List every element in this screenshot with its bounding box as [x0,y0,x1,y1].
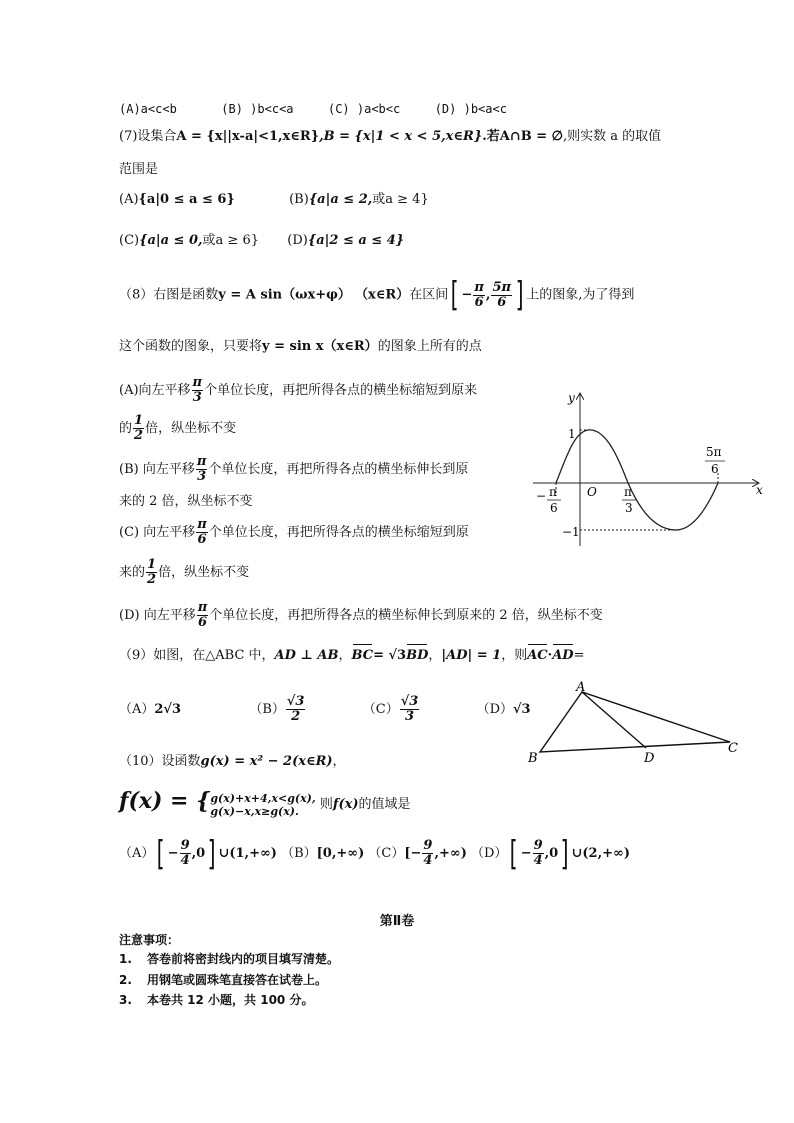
q8-domain: （x∈R） [355,287,410,303]
segment-ad [582,692,646,748]
q7-options-ab [119,190,429,210]
q10-option-d-label: （D） [471,846,508,861]
q6-option-b: (B) )b<c<a [221,102,294,116]
q7-option-d: {a|2 ≤ a ≤ 4} [307,233,405,248]
q9-vector-bc: BC [352,646,374,666]
vertex-b-label: B [528,751,538,766]
q7-option-a: {a|0 ≤ a ≤ 6} [138,192,235,207]
q6-options [119,99,507,119]
q10-cases [210,792,315,818]
q8-option-b: (B) 向左平移 $\frac{\pi}{3}$ 个单位长度，再把所得各点的横坐标伸长到原 [119,454,469,484]
x-tick-5pi6-num: 5π [706,445,722,459]
x-tick-pi3-den: 3 [625,501,633,515]
q9-vector-ac: AC [527,646,547,666]
q7-option-a-label: (A) [119,192,139,207]
x-tick-pi3-num: π [624,485,632,499]
q10-option-b: [0,+∞) [316,846,365,861]
q7-option-d-label: (D) [287,233,308,248]
q10-fx: f(x) [332,797,359,812]
q10-case-2: g(x)−x,x≥g(x). [210,804,299,818]
x-tick-neg-sign: − [536,489,547,503]
q10-option-a-label: （A） [119,846,155,861]
q7-options-cd [119,231,404,251]
x-tick-5pi6-den: 6 [711,462,719,476]
q9-ad-norm: |AD| = 1 [441,648,502,663]
y-axis-label: y [568,391,575,405]
q10-prefix: （10）设函数 [119,754,201,769]
q10-option-c-label: （C） [368,846,405,861]
q9-options [119,690,531,730]
q7-option-b-label: (B) [289,192,309,207]
q7-prefix: (7)设集合 [119,129,177,144]
q10-option-a-union: ∪(1,+∞) [218,846,277,861]
y-tick-one: 1 [568,427,576,441]
q8-sine: y = sin x [262,339,324,354]
vertex-a-label: A [576,680,586,695]
q8-stem: （8）右图是函数y = A sin（ωx+φ） （x∈R）在区间[ − $\frac{\pi}{6}$ , $\frac{5\pi}{6}$ ] 上的图象,为了得到 [119,275,635,315]
q8-interval-start: $\frac{\pi}{6}$ [474,279,484,310]
q9-option-a-label: （A） [119,702,155,717]
q10-option-d-union: ∪(2,+∞) [571,846,630,861]
q8-tail: 上的图象,为了得到 [526,287,635,303]
q7-line2: 范围是 [119,162,159,177]
q9-vector-bd: BD [406,646,428,666]
q8-option-a: (A)向左平移 $\frac{\pi}{3}$ 个单位长度，再把所得各点的横坐标缩短到原来 [119,375,478,405]
q9-vector-ad: AD [552,646,573,666]
q8-line2-tail: 的图象上所有的点 [377,339,482,354]
q8-mid: 在区间 [409,287,449,303]
q8-prefix: （8）右图是函数 [119,287,219,303]
q7-option-b-part2: 或a ≥ 4} [372,192,429,207]
vertex-c-label: C [728,741,738,756]
q7-option-b-part1: {a|a ≤ 2, [308,192,373,207]
note-item-2: 2. 用钢笔或圆珠笔直接答在试卷上。 [119,973,328,987]
point-d-label: D [644,751,655,766]
triangle-abc [540,692,730,752]
q8-line2-domain: （x∈R） [323,339,378,354]
triangle-figure [522,680,752,770]
x-tick-neg-pi-den: 6 [550,501,558,515]
q8-option-b-line2: 来的 2 倍，纵坐标不变 [119,494,253,509]
q6-option-a: (A)a<c<b [119,102,177,116]
q9-perpendicular: AD ⊥ AB [274,648,339,663]
q6-option-c: (C) )a<b<c [327,102,401,116]
y-tick-neg-one: −1 [562,525,580,539]
note-item-1: 1. 答卷前将密封线内的项目填写清楚。 [119,952,340,966]
q8-option-a-line2: 的 $\frac{1}{2}$ 倍，纵坐标不变 [119,413,237,443]
q9-option-d: √3 [513,702,531,717]
x-axis-label: x [756,483,763,497]
q9-option-a: 2√3 [154,702,182,717]
q9-stem: （9）如图，在△ABC 中，AD ⊥ AB，BC= √3BD，|AD| = 1，则AC·AD= [119,646,584,666]
x-tick-neg-pi-num: π [549,485,557,499]
q8-interval-end: $\frac{5\pi}{6}$ [492,279,512,310]
origin-label: O [587,485,597,499]
q7-condition: .若A∩B = ∅ [482,129,563,144]
q7-option-c-label: (C) [119,233,140,248]
q7-stem [119,127,661,147]
q7-option-c-part2: 或a ≥ 6} [202,233,259,248]
q9-option-c: $\frac{√3}{3}$ [400,694,419,724]
q8-option-c: (C) 向左平移 $\frac{\pi}{6}$ 个单位长度，再把所得各点的横坐标缩短到原 [119,517,469,547]
q8-line2-prefix: 这个函数的图象，只要将 [119,339,263,354]
q10-g-definition: g(x) = x² − 2(x∈R) [200,754,333,769]
q8-option-c-line2: 来的 $\frac{1}{2}$ 倍，纵坐标不变 [119,557,250,587]
q9-option-c-label: （C） [362,702,399,717]
q7-option-c-part1: {a|a ≤ 0, [139,233,203,248]
q7-set-b: ,B = {x|1 < x < 5,x∈R} [319,129,483,144]
part2-title: 第Ⅱ卷 [379,914,415,929]
q9-option-b: $\frac{√3}{2}$ [286,694,305,724]
q10-stem: （10）设函数g(x) = x² − 2(x∈R)， [119,754,346,769]
q9-option-b-label: （B） [249,702,285,717]
q8-line2 [119,337,482,357]
q9-option-d-label: （D） [476,702,514,717]
q10-options: （A）[ − $\frac{9}{4}$ ,0] ∪(1,+∞) （B）[0,+∞) （C）[− $\frac{9}{4}$ ,+∞) （D）[ − $\frac{9}{4}$ ,0] ∪(2,+∞) [119,833,630,874]
q8-option-d: (D) 向左平移 $\frac{\pi}{6}$ 个单位长度，再把所得各点的横坐标伸长到原来的 2 倍，纵坐标不变 [119,600,603,630]
q6-option-d: (D) )b<a<c [434,102,507,116]
note-item-3: 3. 本卷共 12 小题，共 100 分。 [119,993,314,1007]
q10-f-lhs: f(x) = { [119,788,211,814]
q7-tail: ,则实数 a 的取值 [562,129,662,144]
q8-function: y = A sin（ωx+φ） [218,287,351,303]
q10-case-1: g(x)+x+4,x<g(x), [210,791,316,805]
sine-graph-figure [528,386,768,566]
notes-title: 注意事项： [119,933,180,947]
q10-option-b-label: （B） [281,846,317,861]
q7-set-a: A = {x||x-a|<1,x∈R} [176,129,320,144]
q10-piecewise: f(x) = { g(x)+x+4,x<g(x), g(x)−x,x≥g(x). 则f(x)的值域是 [119,788,411,818]
q9-prefix: （9）如图，在△ABC 中， [119,648,275,663]
